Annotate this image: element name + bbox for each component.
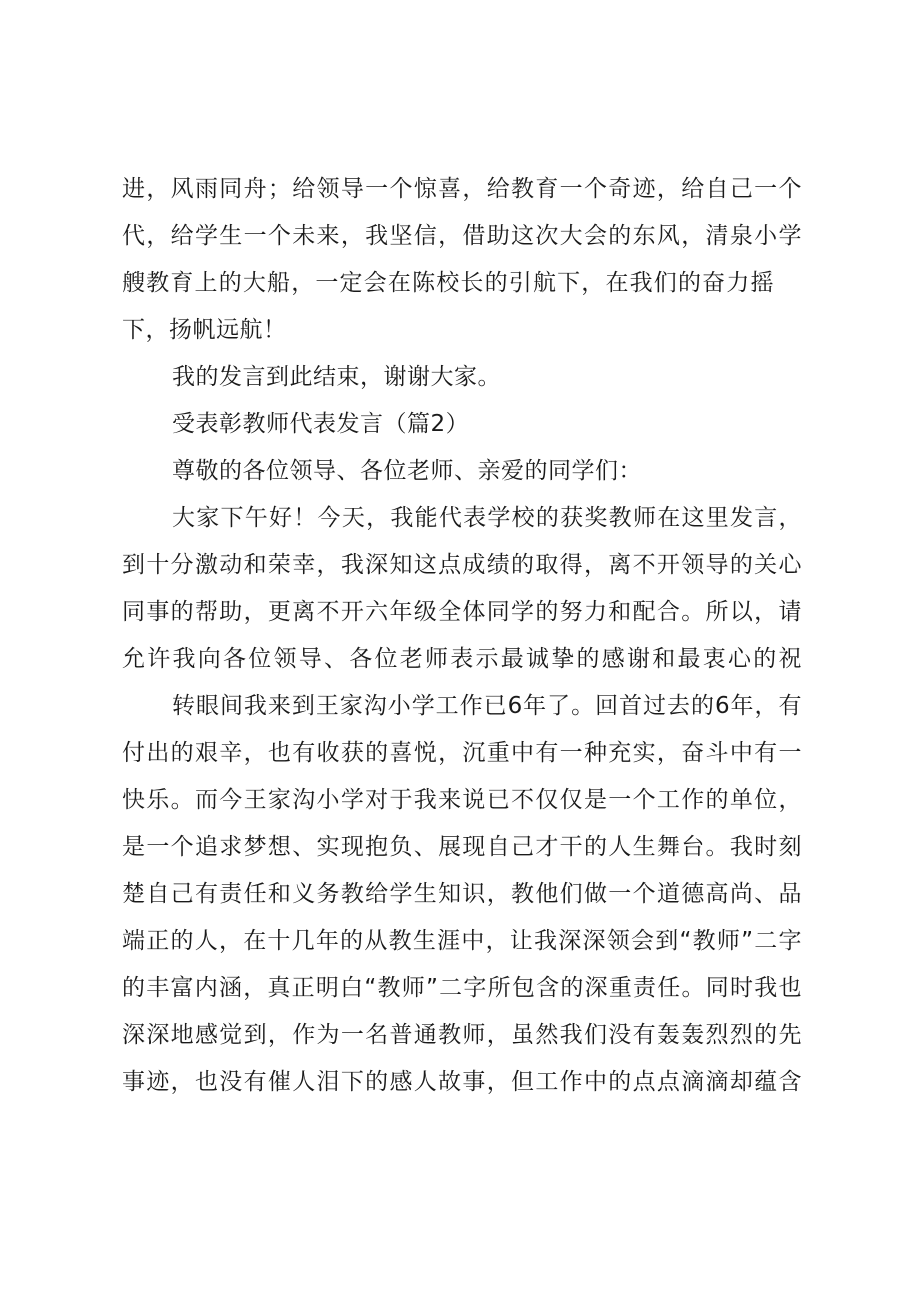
text-line: 是一个追求梦想、实现抱负、展现自己才干的人生舞台。我时刻 bbox=[122, 834, 802, 860]
text-line: 同事的帮助，更离不开六年级全体同学的努力和配合。所以，请 bbox=[122, 599, 802, 625]
text-line: 下，扬帆远航！ bbox=[122, 317, 287, 343]
text-line: 大家下午好！今天，我能代表学校的获奖教师在这里发言， bbox=[172, 505, 802, 531]
text-line: 快乐。而今王家沟小学对于我来说已不仅仅是一个工作的单位， bbox=[122, 787, 802, 813]
text-line: 楚自己有责任和义务教给学生知识，教他们做一个道德高尚、品 bbox=[122, 881, 802, 907]
text-line: 付出的艰辛，也有收获的喜悦，沉重中有一种充实，奋斗中有一 bbox=[122, 740, 802, 766]
text-line: 到十分激动和荣幸，我深知这点成绩的取得，离不开领导的关心 bbox=[122, 552, 802, 578]
text-line: 进，风雨同舟；给领导一个惊喜，给教育一个奇迹，给自己一个 bbox=[122, 176, 802, 202]
text-line: 允许我向各位领导、各位老师表示最诚挚的感谢和最衷心的祝 bbox=[122, 646, 802, 672]
text-line: 代，给学生一个未来，我坚信，借助这次大会的东风，清泉小学 bbox=[122, 223, 802, 249]
document-body bbox=[122, 166, 802, 1106]
section-title: 受表彰教师代表发言（篇2） bbox=[172, 411, 470, 437]
text-line: 转眼间我来到王家沟小学工作已6年了。回首过去的6年，有 bbox=[172, 693, 802, 719]
salutation: 尊敬的各位领导、各位老师、亲爱的同学们： bbox=[172, 458, 642, 484]
closing-line: 我的发言到此结束，谢谢大家。 bbox=[172, 364, 501, 390]
text-line: 的丰富内涵，真正明白“教师”二字所包含的深重责任。同时我也 bbox=[122, 975, 802, 1001]
text-line: 深深地感觉到，作为一名普通教师，虽然我们没有轰轰烈烈的先 bbox=[122, 1022, 802, 1048]
text-line: 端正的人，在十几年的从教生涯中，让我深深领会到“教师”二字 bbox=[122, 928, 802, 954]
text-line: 艘教育上的大船，一定会在陈校长的引航下，在我们的奋力摇 bbox=[122, 270, 774, 296]
text-line: 事迹，也没有催人泪下的感人故事，但工作中的点点滴滴却蕴含 bbox=[122, 1069, 802, 1095]
